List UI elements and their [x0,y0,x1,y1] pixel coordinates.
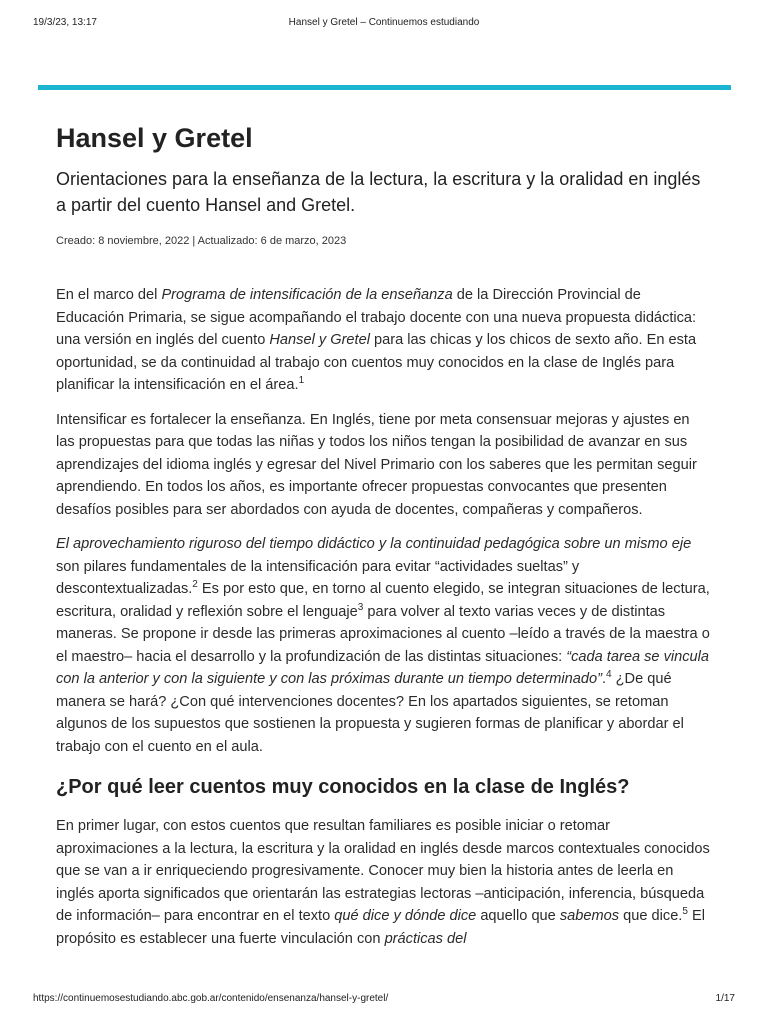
paragraph-1: En el marco del Programa de intensificación de la enseñanza de la Dirección Provincial de Educación Primaria, se sigue acompañando el trabajo docente con una nueva propuesta didáctica: una versión en inglés del cuento Hansel y Gretel para las chicas y los chicos de sexto año. En esta oportunidad, se da continuidad al trabajo con cuentos muy conocidos en la clase de Inglés para planificar la intensificación en el área.$^1$ [56,287,697,393]
print-footer [33,993,735,1007]
section-heading: ¿Por qué leer cuentos muy conocidos en la clase de Inglés? [56,776,630,798]
footnote-ref-2[interactable]: 2 [192,579,198,591]
article [56,118,712,962]
print-header [33,17,735,31]
article-body [56,284,712,950]
page-subtitle: Orientaciones para la enseñanza de la lectura, la escritura y la oralidad en inglés a partir del cuento Hansel and Gretel. [56,169,701,215]
accent-bar [38,85,731,90]
footnote-ref-1[interactable]: 1 [298,375,305,387]
article-meta-dates: Creado: 8 noviembre, 2022 | Actualizado: 6 de marzo, 2023 [56,235,347,247]
page-title: Hansel y Gretel [56,123,253,153]
page-number: 1/17 [715,993,735,1004]
paragraph-2: Intensificar es fortalecer la enseñanza. En Inglés, tiene por meta consensuar mejoras y ajustes en las propuestas para que todas las niñas y todos los niños tengan la posibilidad de avanzar en sus aprendizajes del idioma inglés y egresar del Nivel Primario con los saberes que les permitan seguir aprendiendo. En todos los años, es importante ofrecer propuestas convocantes que presenten desafíos posibles para ser abordados con ayuda de docentes, compañeras y compañeros. [56,411,697,518]
print-datetime: 19/3/23, 13:17 [33,17,97,28]
footnote-ref-4[interactable]: 4 [606,669,612,681]
print-url: https://continuemosestudiando.abc.gob.ar/contenido/ensenanza/hansel-y-gretel/ [33,993,389,1004]
print-page-title: Hansel y Gretel – Continuemos estudiando [288,17,480,28]
paragraph-3: El aprovechamiento riguroso del tiempo didáctico y la continuidad pedagógica sobre un mismo eje son pilares fundamentales de la intensificación para evitar “actividades sueltas” y descontextualizadas.$^2$ Es por esto que, en torno al cuento elegido, se integran situaciones de lectura, escritura, oralidad y reflexión sobre el lenguaje$^3$ para volver al texto varias veces y de distintas maneras. Se propone ir desde las primeras aproximaciones al cuento –leído a través de la maestra o el maestro– hacia el desarrollo y la profundización de las distintas situaciones: “cada tarea se vincula con la anterior y con la siguiente y con las próximas durante un tiempo determinado”.$^4$ ¿De qué manera se hará? ¿Con qué intervenciones docentes? En los apartados siguientes, se retoman algunos de los supuestos que sostienen la propuesta y sugieren formas de planificar y abordar el trabajo con el cuento en el aula. [56,536,710,755]
paragraph-4: En primer lugar, con estos cuentos que resultan familiares es posible iniciar o retomar aproximaciones a la lectura, la escritura y la oralidad en inglés desde marcos contextuales conocidos que se van a ir enriqueciendo progresivamente. Conocer muy bien la historia antes de leerla en inglés aporta significados que orientarán las estrategias lectoras –anticipación, inferencia, búsqueda de información– para encontrar en el texto qué dice y dónde dice aquello que sabemos que dice.$^5$ El propósito es establecer una fuerte vinculación con prácticas del [56,818,710,947]
footnote-ref-3[interactable]: 3 [357,601,364,613]
footnote-ref-5[interactable]: 5 [682,906,688,918]
